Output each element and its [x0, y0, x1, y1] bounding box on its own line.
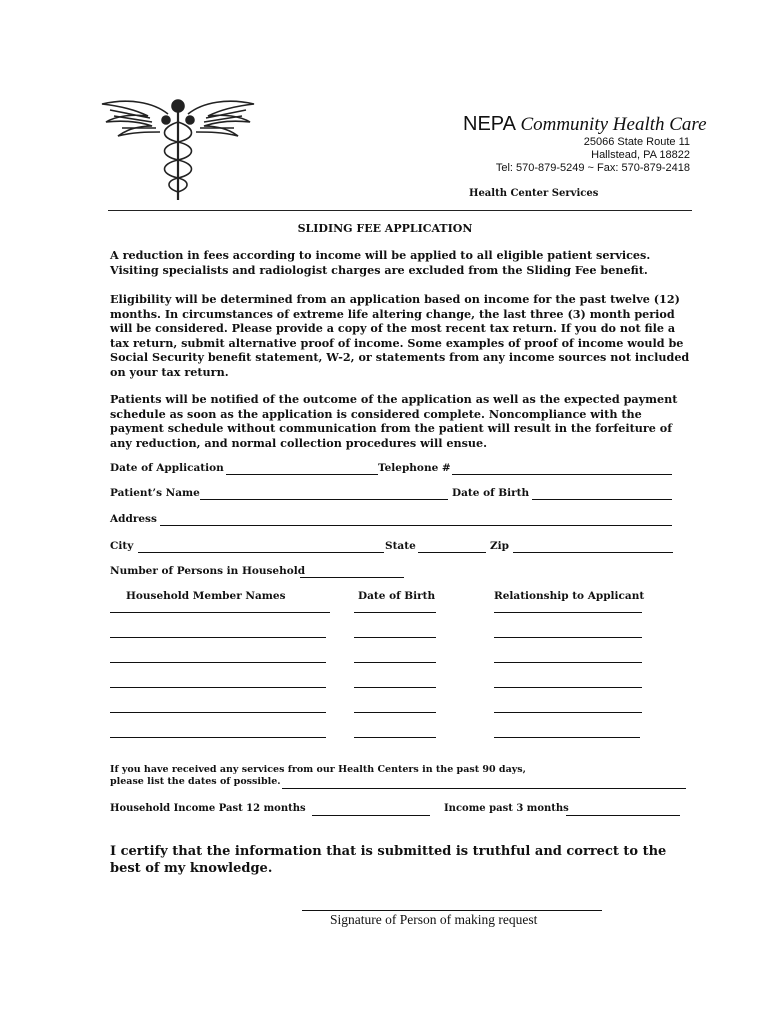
- intro-paragraph: A reduction in fees according to income will be applied to all eligible patient services. Visiting specialists and radiologist charges are excluded from the Sliding Fee benefit.: [110, 248, 651, 277]
- persons-in-household-field[interactable]: [300, 577, 404, 578]
- date-of-application-field[interactable]: [226, 474, 378, 475]
- household-income-12-label: Household Income Past 12 months: [110, 803, 306, 814]
- column-relationship: Relationship to Applicant: [494, 590, 645, 602]
- household-name-field-4[interactable]: [110, 687, 326, 688]
- zip-field[interactable]: [513, 552, 673, 553]
- income-3-label: Income past 3 months: [444, 803, 569, 814]
- notification-paragraph: Patients will be notified of the outcome of the application as well as the expected payment schedule as soon as the application is considered complete. Noncompliance with the payment schedule without communication from the patient will result in the forfeiture of any reduction, and normal collection procedures will ensue.: [110, 392, 678, 450]
- household-dob-field-4[interactable]: [354, 687, 436, 688]
- date-of-application-label: Date of Application: [110, 462, 224, 474]
- signature-label: Signature of Person of making request: [330, 912, 538, 927]
- services-note-line1: If you have received any services from our Health Centers in the past 90 days,: [110, 764, 526, 775]
- header-divider: [108, 210, 692, 211]
- form-title: SLIDING FEE APPLICATION: [297, 222, 473, 235]
- household-relationship-field-4[interactable]: [494, 687, 642, 688]
- date-of-birth-field[interactable]: [532, 499, 672, 500]
- certification-statement: I certify that the information that is submitted is truthful and correct to the best of my knowledge.: [110, 844, 667, 876]
- household-dob-field-2[interactable]: [354, 637, 436, 638]
- signature-field[interactable]: [302, 910, 602, 911]
- household-relationship-field-2[interactable]: [494, 637, 642, 638]
- household-name-field-1[interactable]: [110, 612, 330, 613]
- household-relationship-field-5[interactable]: [494, 712, 642, 713]
- city-label: City: [110, 540, 134, 552]
- eligibility-paragraph: Eligibility will be determined from an application based on income for the past twelve (12) months. In circumstances of extreme life altering change, the last three (3) month period will be considered. Please provide a copy of the most recent tax return. If you do not file a tax return, submit alternative proof of income. Some examples of proof of income would be Social Security benefit statement, W-2, or statements from any income sources not included on your tax return.: [110, 292, 690, 379]
- service-dates-field[interactable]: [282, 788, 686, 789]
- column-household-member-names: Household Member Names: [126, 590, 286, 602]
- telephone-field[interactable]: [452, 474, 672, 475]
- zip-label: Zip: [490, 540, 509, 552]
- org-address-line1: 25066 State Route 11: [583, 136, 690, 148]
- household-dob-field-3[interactable]: [354, 662, 436, 663]
- household-name-field-3[interactable]: [110, 662, 326, 663]
- telephone-label: Telephone #: [378, 462, 451, 474]
- org-name-main: NEPA: [463, 113, 515, 135]
- services-note-line2: please list the dates of possible.: [110, 776, 281, 787]
- column-date-of-birth: Date of Birth: [358, 590, 436, 602]
- organization-name: [463, 113, 707, 136]
- caduceus-icon: [98, 92, 258, 204]
- org-phone-fax: Tel: 570-879-5249 ~ Fax: 570-879-2418: [495, 162, 690, 174]
- household-income-12-field[interactable]: [312, 815, 430, 816]
- address-label: Address: [110, 513, 157, 525]
- patient-name-field[interactable]: [200, 499, 448, 500]
- city-field[interactable]: [138, 552, 384, 553]
- household-relationship-field-6[interactable]: [494, 737, 640, 738]
- patient-name-label: Patient’s Name: [110, 487, 200, 499]
- department-name: Health Center Services: [469, 188, 599, 199]
- state-field[interactable]: [418, 552, 486, 553]
- household-name-field-2[interactable]: [110, 637, 326, 638]
- household-dob-field-6[interactable]: [354, 737, 436, 738]
- household-relationship-field-3[interactable]: [494, 662, 642, 663]
- household-name-field-5[interactable]: [110, 712, 326, 713]
- state-label: State: [385, 540, 416, 552]
- address-field[interactable]: [160, 525, 672, 526]
- household-name-field-6[interactable]: [110, 737, 326, 738]
- date-of-birth-label: Date of Birth: [452, 487, 530, 499]
- household-dob-field-5[interactable]: [354, 712, 436, 713]
- org-address-line2: Hallstead, PA 18822: [591, 149, 690, 161]
- household-relationship-field-1[interactable]: [494, 612, 642, 613]
- income-3-field[interactable]: [566, 815, 680, 816]
- persons-in-household-label: Number of Persons in Household: [110, 565, 306, 577]
- org-name-italic: Community Health Care: [520, 114, 707, 135]
- household-dob-field-1[interactable]: [354, 612, 436, 613]
